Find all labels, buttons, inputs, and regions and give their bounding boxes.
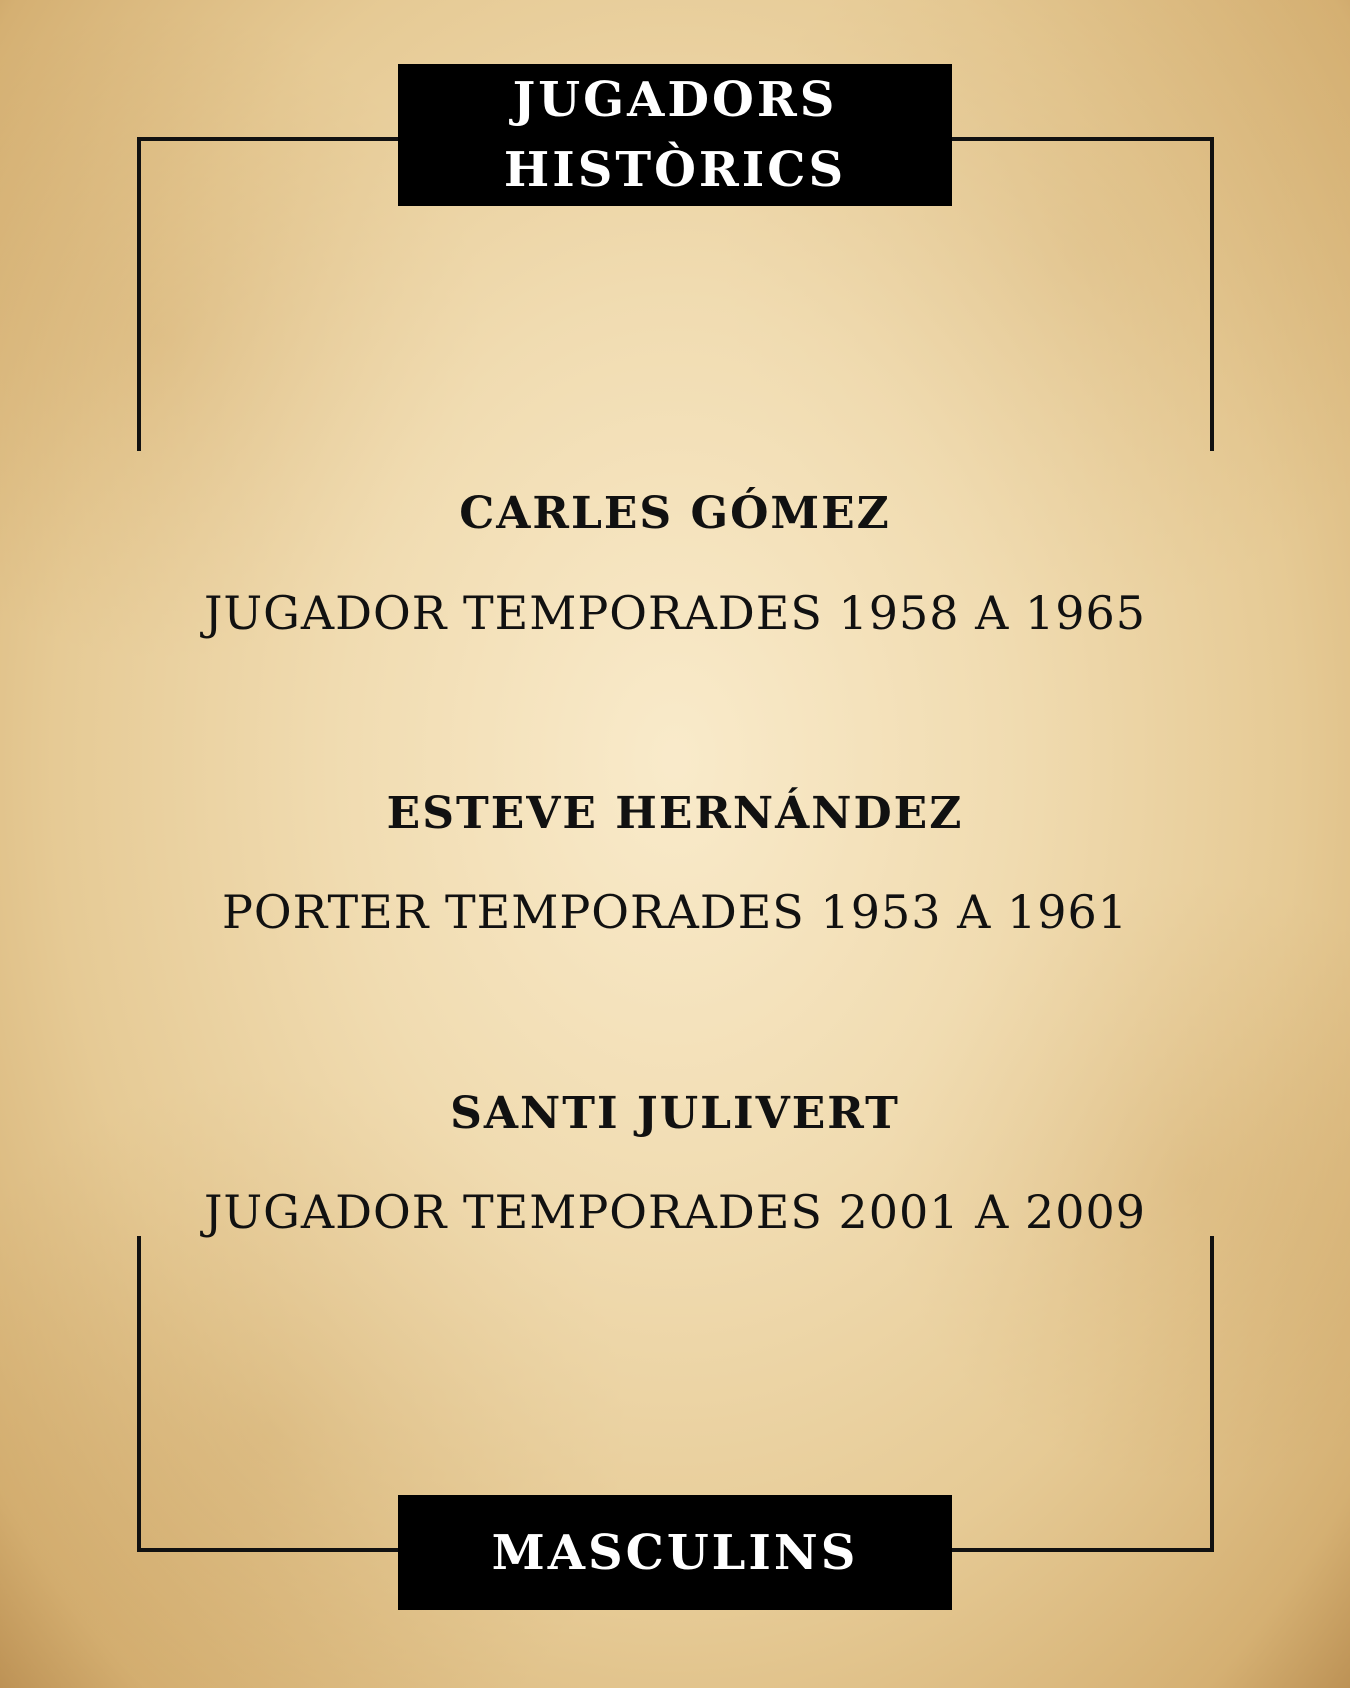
title-banner [398, 64, 952, 206]
player-1-role: JUGADOR TEMPORADES 1958 A 1965 [203, 586, 1147, 640]
player-2-name: ESTEVE HERNÁNDEZ [386, 788, 964, 839]
top-frame-right-horizontal [950, 137, 1214, 141]
footer-banner [398, 1495, 952, 1610]
title-line-2: HISTÒRICS [503, 142, 847, 198]
bottom-frame-left-horizontal [137, 1548, 400, 1552]
top-frame-left-horizontal [137, 137, 400, 141]
player-3-role: JUGADOR TEMPORADES 2001 A 2009 [203, 1185, 1147, 1239]
bottom-frame-left-vertical [137, 1236, 141, 1552]
bottom-frame-right-horizontal [950, 1548, 1214, 1552]
title-line-1: JUGADORS [512, 72, 838, 128]
bottom-frame-right-vertical [1210, 1236, 1214, 1552]
top-frame-right-vertical [1210, 137, 1214, 451]
player-2-role: PORTER TEMPORADES 1953 A 1961 [221, 885, 1129, 939]
footer-label: MASCULINS [491, 1524, 859, 1581]
player-1-name: CARLES GÓMEZ [459, 488, 891, 539]
top-frame-left-vertical [137, 137, 141, 451]
player-3-name: SANTI JULIVERT [450, 1088, 900, 1139]
